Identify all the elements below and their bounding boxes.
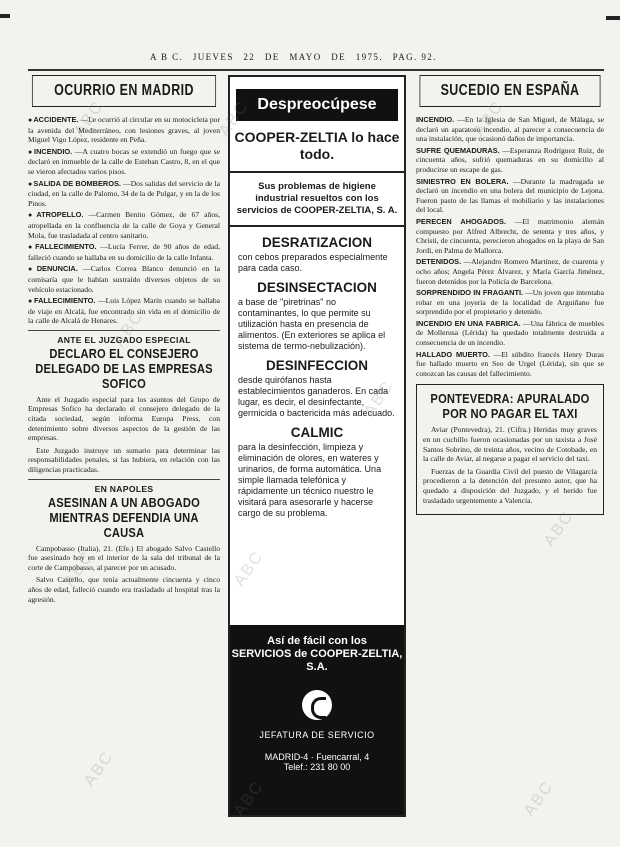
margin-marker (606, 16, 620, 20)
paper-name: A B C. (150, 52, 184, 62)
page-header (150, 52, 570, 66)
abc-watermark: ABC (540, 507, 578, 550)
abc-watermark: ABC (230, 777, 268, 820)
right-column (416, 75, 604, 835)
abc-watermark: ABC (230, 547, 268, 590)
abc-watermark: ABC (215, 97, 253, 140)
news-item: ●INCENDIO. —A cuatro bocas se extendió un fuego que se declaró en inmueble de la calle de Esteban Castro, 8, en el que se vieron afectados varios pisos. (28, 146, 220, 176)
advert-column (228, 75, 406, 817)
news-item: ●FALLECIMIENTO. —Lucía Ferrer, de 90 años de edad, falleció cuando se hallaba en su domicilio de la calle Infanta. (28, 242, 220, 262)
abc-watermark: ABC (470, 97, 508, 140)
news-item: DETENIDOS. —Alejandro Romero Martínez, de cuarenta y ocho años; Angela Pérez Álvarez, y María García Jiménez, fueron detenidos por la Policía de Barcelona. (416, 257, 604, 286)
header-rule (28, 69, 604, 71)
column-divider (28, 479, 220, 480)
service-description: para la desinfección, limpieza y eliminación de olores, en wateres y urinarios, de forma automática. Una simple llamada telefónica y rápidamente un técnico nuestro le visitará para asesorarle y hacerse cargo de su problema. (238, 442, 382, 518)
advert-banner: Despreocúpese (236, 89, 398, 121)
service-heading: DESINFECCION (265, 358, 368, 373)
section-title-madrid: OCURRIO EN MADRID (32, 75, 216, 107)
advert-footer-line: Así de fácil con los (267, 635, 367, 647)
headline-sofico: DECLARO EL CONSEJERO DELEGADO DE LAS EMPRESAS SOFICO (35, 345, 213, 391)
news-item: INCENDIO EN UNA FABRICA. —Una fábrica de muebles de Mollerusa (Lérida) ha quedado totalmente destruida a consecuencia de un incendio. (416, 318, 604, 348)
news-item: PERECEN AHOGADOS. —El matrimonio alemán compuesto por Alfred Albrecht, de setenta y tres años, y Christi, de cincuenta, perecieron ahogados en la playa de San Jordi, en Palma de Mallorca. (416, 216, 604, 255)
article-paragraph: Salvo Castello, que tenía actualmente cincuenta y cinco años de edad, falleció cuando era trasladado al hospital tras la agresión. (28, 575, 220, 604)
advert-subtitle: Sus problemas de higiene industrial resueltos con los servicios de COOPER-ZELTIA, S. A. (236, 181, 398, 216)
service-description: desde quirófanos hasta establecimientos ganaderos. En cada lugar, es decir, el desinfectante, germicida o bactericida más adecuado. (238, 375, 395, 418)
left-column (28, 75, 220, 835)
advert-footer (230, 625, 404, 815)
news-item: ●ATROPELLO. —Carmen Benito Gómez, de 67 años, atropellada en la confluencia de la calle de Goya y General Mola, fue trasladada al centro sanitario. (28, 210, 220, 240)
service-heading: DESINSECTACION (257, 280, 377, 295)
service-description: con cebos preparados especialmente para cada caso. (238, 252, 388, 273)
news-item: HALLADO MUERTO. —El súbdito francés Henry Duras fue hallado muerto en Seo de Urgel (Lérida), sin que se conozcan las causas del fallecimiento. (416, 349, 604, 378)
news-item: SORPRENDIDO IN FRAGANTI. —Un joven que intentaba robar en una joyería de la localidad de Arguiñano fue sorprendido por el propietario y detenido. (416, 288, 604, 317)
cooper-zeltia-advert (228, 75, 406, 817)
header-day: JUEVES (192, 52, 234, 62)
advert-title: COOPER-ZELTIA lo hace todo. (234, 129, 400, 162)
advert-address: MADRID-4 · Fuencarral, 4 (264, 752, 370, 762)
kicker-napoles: EN NAPOLES (94, 483, 154, 494)
abc-watermark: ABC (80, 747, 118, 790)
kicker-sofico: ANTE EL JUZGADO ESPECIAL (57, 334, 191, 345)
header-de: DE (264, 52, 280, 62)
service-description: a base de "piretrinas" no contaminantes, lo que permite su utilización hasta en presencia de alimentos. (En exteriores se aplica el sistema de termo-nebulización). (238, 297, 386, 351)
header-day-number: 22 (243, 52, 256, 62)
article-paragraph: Campobasso (Italia), 21. (Efe.) El abogado Salvo Castello fue asesinado hoy en el interior de la sala del tribunal de la corte de Campobasso, al parecer por un acusado. (28, 543, 220, 572)
advert-footer-line: SERVICIOS de COOPER-ZELTIA, S.A. (231, 648, 403, 673)
news-item: ●FALLECIMIENTO. —Luis López Marín cuando se hallaba de viaje en Alcalá, fue encontrado sin vida en el domicilio de la calle de Alcalá de Henares. (28, 296, 220, 326)
abc-watermark: ABC (360, 377, 398, 420)
service-heading: DESRATIZACION (262, 235, 372, 250)
article-paragraph: Aviar (Pontevedra), 21. (Cifra.) Heridas muy graves en un cuchillo fueron ocasionadas por un taxista a José Santos Sobrino, de treinta años, vecino de Cotobade, en la calle de Aviar, al negarse a pagar el servicio del taxi. (423, 425, 597, 464)
page-number: PAG. 92. (392, 52, 437, 62)
news-item: SINIESTRO EN BOLERA. —Durante la madrugada se declaró un incendio en una bolera del municipio de Lejona. Fueron pasto de las llamas el mobiliario y las instalaciones del local. (416, 176, 604, 215)
headline-pontevedra: PONTEVEDRA: APURALADO POR NO PAGAR EL TAXI (430, 391, 590, 422)
news-item: ●SALIDA DE BOMBEROS. —Dos salidas del servicio de la ciudad, en la calle de Palomo, 34 de la de Pulgar, y en la de los Pinos. (28, 178, 220, 208)
news-item: INCENDIO. —En la Iglesia de San Miguel, de Málaga, se declaró un aparatoso incendio, al parecer a consecuencia de una instalación, que ocasionó daños de importancia. (416, 115, 604, 144)
boxed-article-pontevedra (416, 384, 604, 515)
headline-abogado: ASESINAN A UN ABOGADO MIENTRAS DEFENDIA UNA CAUSA (47, 494, 201, 540)
abc-watermark: ABC (70, 97, 108, 140)
service-heading: CALMIC (290, 425, 344, 440)
header-year: 1975. (355, 52, 383, 62)
news-item: SUFRE QUEMADURAS. —Esperanza Rodríguez Ruiz, de cincuenta años, sufrió quemaduras en su domicilio al producirse un escape de gas. (416, 145, 604, 174)
abc-watermark: ABC (520, 777, 558, 820)
advert-rule (230, 171, 404, 173)
margin-marker (0, 14, 10, 18)
abc-watermark: ABC (60, 547, 98, 590)
company-logo-icon (302, 690, 332, 720)
news-item: ●ACCIDENTE. —Le ocurrió al circular en su motocicleta por la avenida del Mediterráneo, con lesiones graves, al joven Miguel Vigo López, residente en Peña. (28, 115, 220, 145)
advert-department: JEFATURA DE SERVICIO (259, 730, 375, 740)
header-de: DE (331, 52, 347, 62)
article-paragraph: Fuerzas de la Guardia Civil del puesto de Vilagarcía procedieron a la detención del presunto autor, que ha quedado a disposición del Juzgado, y el herido fue trasladado urgentemente a Valencia. (423, 466, 597, 505)
advert-phone: Telef.: 231 80 00 (283, 762, 351, 772)
header-month: MAYO (289, 52, 322, 62)
section-title-espana: SUCEDIO EN ESPAÑA (420, 75, 601, 107)
column-divider (28, 330, 220, 331)
news-item: ●DENUNCIA. —Carlos Correa Blanco denunció en la comisaría que le habían sustraído diversos objetos de su vehículo estacionado. (28, 264, 220, 294)
advert-rule (230, 225, 404, 227)
abc-watermark: ABC (110, 307, 148, 350)
article-paragraph: Este Juzgado instruye un sumario para determinar las responsabilidades penales, si las hubiera, en relación con las diligencias practicadas. (28, 445, 220, 475)
article-paragraph: Ante el Juzgado especial para los asuntos del Grupo de Empresas Sofico ha declarado el consejero delegado de la citada sociedad, según informa Europa Press, con detenimiento sobre diversos aspectos de la gestión de las empresas. (28, 394, 220, 443)
